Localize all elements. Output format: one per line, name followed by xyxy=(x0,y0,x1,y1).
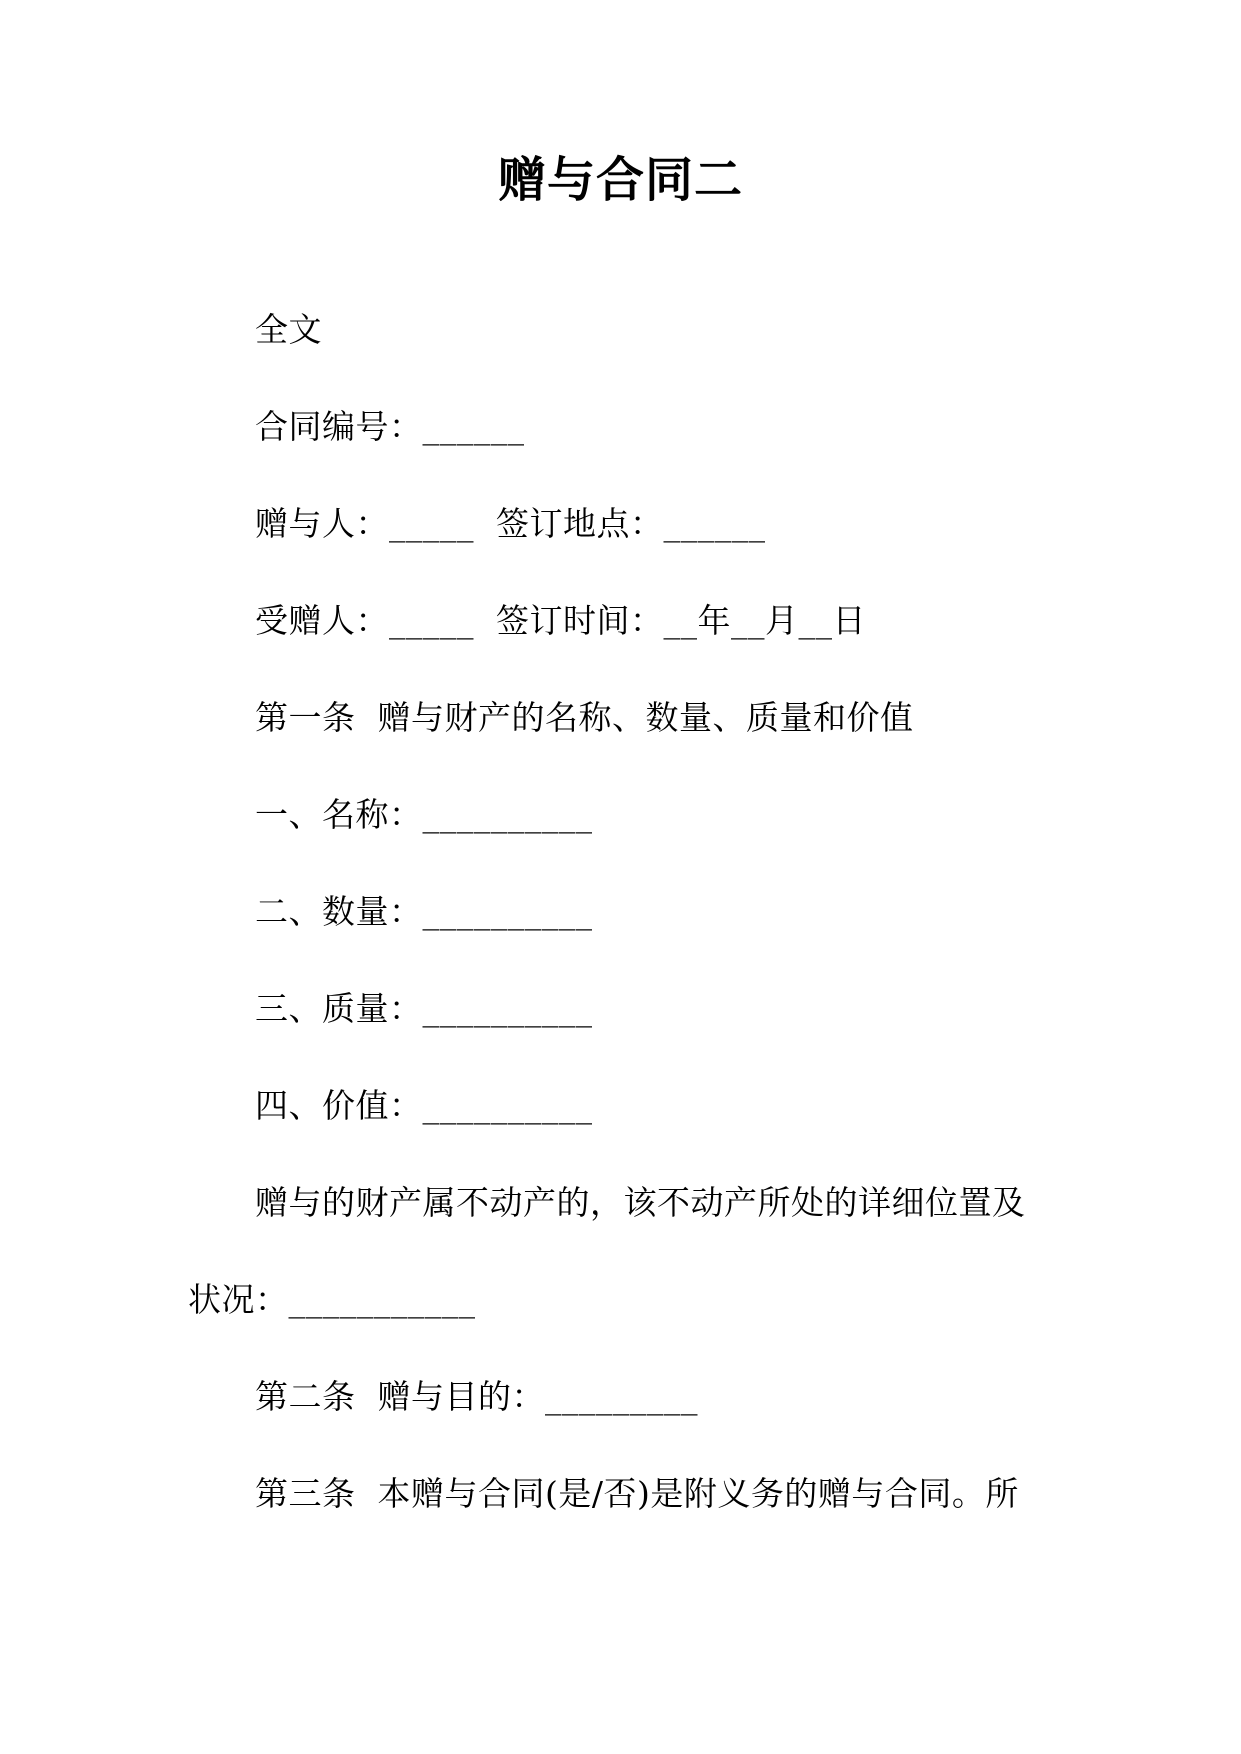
real-estate-paragraph-line-2: 状况：___________ xyxy=(188,1280,476,1319)
article-3-line: 第三条 本赠与合同(是/否)是附义务的赠与合同。所 xyxy=(255,1474,1019,1513)
item-quantity-line: 二、数量：__________ xyxy=(255,892,593,931)
section-label-fulltext: 全文 xyxy=(255,310,322,349)
document-title: 赠与合同二 xyxy=(497,152,743,208)
item-quality-line: 三、质量：__________ xyxy=(255,989,593,1028)
article-2-line: 第二条 赠与目的：_________ xyxy=(255,1377,698,1416)
donor-line: 赠与人：_____ 签订地点：______ xyxy=(255,504,766,543)
item-name-line: 一、名称：__________ xyxy=(255,795,593,834)
article-1-heading: 第一条 赠与财产的名称、数量、质量和价值 xyxy=(255,698,914,737)
contract-number-line: 合同编号：______ xyxy=(255,407,525,446)
item-value-line: 四、价值：__________ xyxy=(255,1086,593,1125)
real-estate-paragraph-line-1: 赠与的财产属不动产的，该不动产所处的详细位置及 xyxy=(255,1183,1026,1222)
donee-line: 受赠人：_____ 签订时间：__年__月__日 xyxy=(255,601,866,640)
